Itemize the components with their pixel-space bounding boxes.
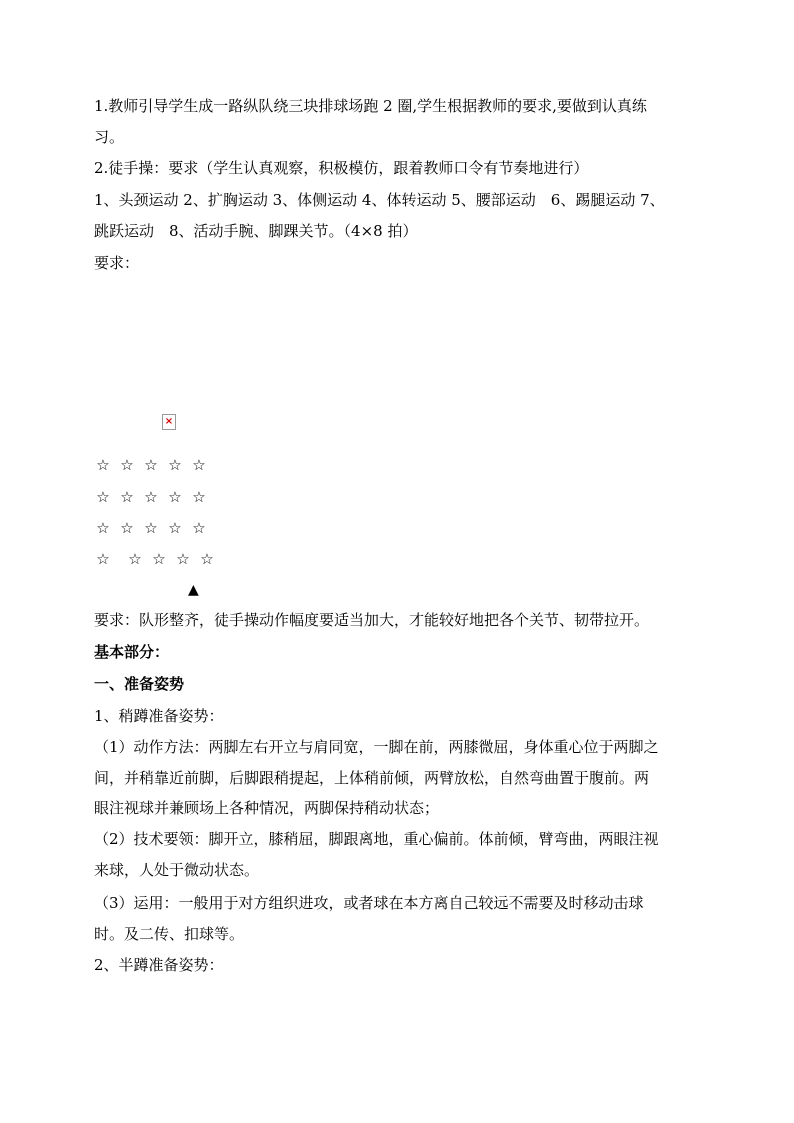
student-star-icon: ☆ <box>144 456 158 474</box>
student-star-icon: ☆ <box>192 488 206 506</box>
student-star-icon: ☆ <box>200 550 214 568</box>
student-star-icon: ☆ <box>168 519 182 537</box>
teacher-marker-icon: ▲ <box>188 582 199 598</box>
paragraph-line-10: （2）技术要领：脚开立，膝稍屈，脚跟离地，重心偏前。体前倾，臂弯曲，两眼注视 <box>94 830 659 848</box>
subsection-heading-1: 1、稍蹲准备姿势： <box>94 707 224 725</box>
paragraph-line-7: （1）动作方法：两脚左右开立与肩同宽，一脚在前，两膝微屈，身体重心位于两脚之 <box>94 738 659 756</box>
student-star-icon: ☆ <box>144 519 158 537</box>
student-star-icon: ☆ <box>168 456 182 474</box>
student-star-icon: ☆ <box>128 550 142 568</box>
paragraph-line-13: 时。及二传、扣球等。 <box>94 925 245 943</box>
section-heading-basic: 基本部分： <box>94 643 170 661</box>
student-star-icon: ☆ <box>168 488 182 506</box>
requirement-line: 要求：队形整齐，徒手操动作幅度要适当加大，才能较好地把各个关节、韧带拉开。 <box>94 611 650 629</box>
paragraph-line-2: 习。 <box>94 128 125 146</box>
student-star-icon: ☆ <box>96 519 110 537</box>
paragraph-line-12: （3）运用：一般用于对方组织进攻，或者球在本方离自己较远不需要及时移动击球 <box>94 894 644 912</box>
student-star-icon: ☆ <box>192 456 206 474</box>
section-heading-ready-posture: 一、准备姿势 <box>94 675 185 693</box>
student-star-icon: ☆ <box>96 488 110 506</box>
paragraph-line-5: 跳跃运动 8、活动手腕、脚踝关节。（4×8 拍） <box>94 222 418 240</box>
student-star-icon: ☆ <box>120 519 134 537</box>
paragraph-line-8: 间，并稍靠近前脚，后脚跟稍提起，上体稍前倾，两臂放松，自然弯曲置于腹前。两 <box>94 769 650 787</box>
student-star-icon: ☆ <box>96 550 110 568</box>
student-star-icon: ☆ <box>96 456 110 474</box>
student-star-icon: ☆ <box>120 456 134 474</box>
paragraph-line-3: 2.徒手操：要求（学生认真观察，积极模仿，跟着教师口令有节奏地进行） <box>94 159 589 177</box>
student-star-icon: ☆ <box>120 488 134 506</box>
student-star-icon: ☆ <box>152 550 166 568</box>
subsection-heading-2: 2、半蹲准备姿势： <box>94 956 224 974</box>
student-star-icon: ☆ <box>144 488 158 506</box>
paragraph-line-4: 1、头颈运动 2、扩胸运动 3、体侧运动 4、体转运动 5、腰部运动 6、踢腿运动 7、 <box>94 191 665 209</box>
student-star-icon: ☆ <box>176 550 190 568</box>
paragraph-line-9: 眼注视球并兼顾场上各种情况，两脚保持稍动状态； <box>94 799 440 817</box>
broken-image-icon: × <box>162 414 176 430</box>
paragraph-line-1: 1.教师引导学生成一路纵队绕三块排球场跑 2 圈,学生根据教师的要求,要做到认真练 <box>94 97 647 115</box>
student-star-icon: ☆ <box>192 519 206 537</box>
paragraph-line-6: 要求： <box>94 254 140 272</box>
paragraph-line-11: 来球，人处于微动状态。 <box>94 861 260 879</box>
